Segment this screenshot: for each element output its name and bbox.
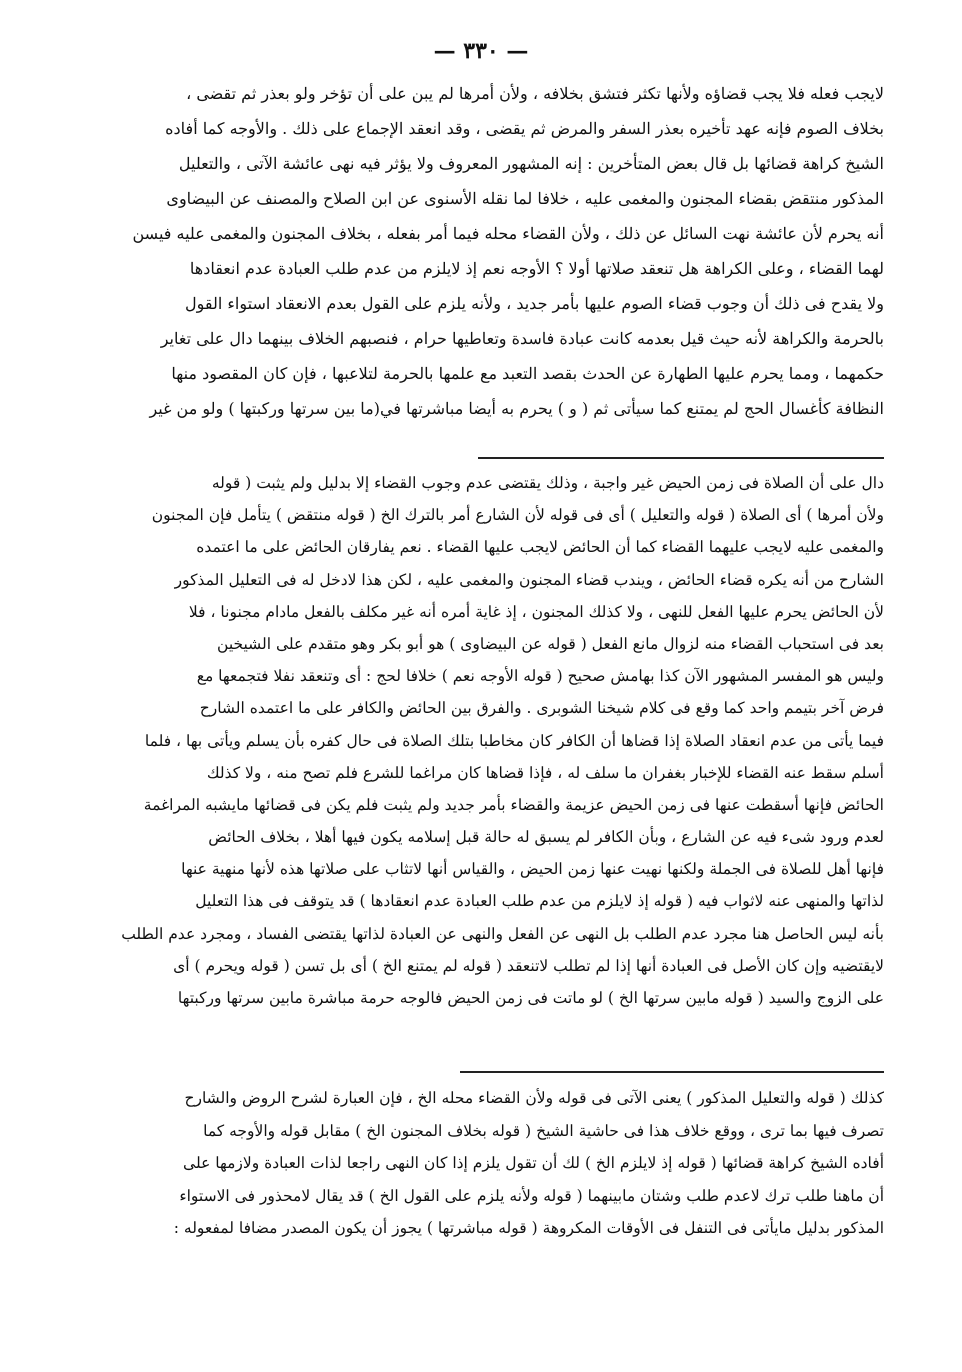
main-text-line: لايجب فعله فلا يجب قضاؤه ولأنها تكثر فتشق بخلافه ، ولأن أمرها لم يبن على أن تؤخر ولو بعذر ثم تقضى ، <box>186 84 884 103</box>
footnote-line: تصرف فيها بما ترى ، ووقع خلاف هذا فى حاشية الشيخ ( قوله بخلاف المجنون الخ ) مقابل قوله والأوجه كما <box>203 1121 884 1140</box>
footnote-divider <box>460 1071 884 1073</box>
footnote-line: الشارح من أنه يكره قضاء الحائض ، ويندب قضاء المجنون والمغمى عليه ، لكن هذا لادخل له فى التعليل المذكور <box>174 570 884 589</box>
footnote-line: وليس هو المفسر المشهور الآن كذا بهامش صحيح ( قوله الأوجه نعم ) خلافا لحج : أى وتنعقد نفلا فتجمعها مع <box>196 667 884 686</box>
main-text <box>78 76 884 426</box>
main-text-line: الشيخ كراهة قضائها بل قال بعض المتأخرين : إنه المشهور المعروف ولا يؤثر فيه نهى عائشة الآتى ، والتعليل <box>178 154 884 173</box>
main-text-line: أنه يحرم لأن عائشة نهت السائل عن ذلك ، ولأن القضاء محله فيما أمر بفعله ، بخلاف المجنون والمغمى عليه فيسن <box>132 224 884 243</box>
footnote-line: والمغمى عليه لايجب عليهما القضاء كما أن الحائض لايجب عليها القضاء . نعم يفارقان الحائض على ما اعتمده <box>196 538 884 557</box>
footnote-line: على الزوج والسيد ( قوله مابين سرتها الخ ) لو ماتت فى زمن الحيض فالوجه حرمة مباشرة مابين سرتها وركبتها <box>177 989 884 1007</box>
footnote-line: فيما يأتى من عدم انعقاد الصلاة إذا قضاها أن الكافر كان مخاطبا بتلك الصلاة فى حال كفره بأن يسلم ويأتى بها ، فلما <box>144 731 884 750</box>
footnote-line: أن ماهنا طلب ترك لاعدم طلب وشتان مابينهما ( قوله ولأنه يلزم على القول الخ ) قد يقال لامحذور فى الاستواء <box>179 1186 884 1205</box>
footnote-line: لذاتها والمنهى عنه لاثواب فيه ( قوله إذ لايلزم من عدم طلب العبادة عدم انعقادها ) قد يتوقف فى هذا التعليل <box>195 892 884 911</box>
main-text-line: ولا يقدح فى ذلك أن وجوب قضاء الصوم عليها بأمر جديد ، ولأنه يلزم على القول بعدم الانعقاد استواء القول <box>185 294 884 313</box>
footnote-line: بأنه ليس الحاصل هنا مجرد عدم الطلب بل النهى عن الفعل والنهى عن العبادة لذاتها يقتضى الفساد ، ومجرد عدم الطلب <box>121 924 884 943</box>
footnote-divider <box>478 457 884 459</box>
main-text-line: حكمهما ، ومما يحرم عليها الطهارة عن الحدث بقصد التعبد مع علمها بالحرمة لتلاعبها ، فإن كان المقصود منها <box>171 364 884 383</box>
footnote-line: لأن الحائض يحرم عليها الفعل للنهى ، ولا كذلك المجنون ، إذ غاية أمره أنه غير مكلف بالفعل مادام مجنونا ، فلا <box>188 602 884 621</box>
main-text-line: بخلاف الصوم فإنه عهد تأخيره بعذر السفر والمرض ثم يقضى ، وقد انعقد الإجماع على ذلك . والأوجه كما أفاده <box>165 119 884 138</box>
main-text-line: النظافة كأغسال الحج لم يمتنع كما سيأتى ثم ( و ) يحرم به أيضا مباشرتها في(ما بين سرتها وركبتها ) ولو من غير <box>149 399 884 418</box>
main-text-line: لهما القضاء ، وعلى الكراهة هل تنعقد صلاتها أولا ؟ الأوجه نعم إذ لايلزم من عدم طلب العبادة عدم انعقادها <box>189 259 884 278</box>
main-text-line: بالحرمة والكراهة لأنه حيث قيل بعدمه كانت عبادة فاسدة وتعاطيها حرام ، فنصبهم الخلاف بينهما دال على تغاير <box>160 329 884 348</box>
footnote-line: دال على أن الصلاة فى زمن الحيض غير واجبة ، وذلك يقتضى عدم وجوب القضاء إلا بدليل ولم يثبت ( قوله <box>211 474 884 492</box>
footnote-line: المذكور بدليل مايأتى فى التنفل فى الأوقات المكروهة ( قوله مباشرتها ) يجوز أن يكون المصدر مضافا لمفعوله : <box>173 1219 884 1238</box>
footnote-line: كذلك ( قوله والتعليل المذكور ) يعنى الآتى فى قوله ولأن القضاء محله الخ ، فإن العبارة لشرح الروض والشارح <box>184 1089 884 1107</box>
footnote-line: ولأن أمرها ) أى الصلاة ( قوله والتعليل ) أى فى قوله لأن الشارع أمر بالترك الخ ( قوله منتقض ) يتأمل فإن المجنون <box>151 506 884 525</box>
footnote-line: فإنها أهل للصلاة فى الجملة ولكنها نهيت عنها زمن الحيض ، والقياس أنها لاتثاب على صلاتها هذه لأنها منهية عنها <box>181 860 884 879</box>
footnote-line: أفاده الشيخ كراهة قضائها ( قوله إذ لايلزم الخ ) لك أن تقول يلزم إذا كان النهى راجعا لذات العبادة ولازمها على <box>183 1154 884 1173</box>
footnote-line: أسلم سقط عنه القضاء للإخبار بغفران ما سلف له ، فإذا قضاها كان مراغما للشرع فلم تصح منه ، ولا كذلك <box>206 763 884 782</box>
footnote-line: فرض آخر بتيمم واحد كما وقع فى كلام شيخنا الشوبرى . والفرق بين الحائض والكافر على ما اعتمده الشارح <box>199 699 884 718</box>
footnote-line: لعدم ورود شىء فيه عن الشارع ، وبأن الكافر لم يسبق له حالة قبل إسلامه يكون فيها أهلا ، بخلاف الحائض <box>208 828 884 847</box>
footnote-line: لايقتضيه وإن كان الأصل فى العبادة أنها إذا لم تطلب لاتنعقد ( قوله لم يمتنع الخ ) أى بل تسن ( قوله ويحرم ) أى <box>173 956 884 975</box>
footnote-line: الحائض فإنها أسقطت عنها فى زمن الحيض عزيمة والقضاء بأمر جديد ولم يثبت فلم يكن فى قضائها مايشبه المراغمة <box>143 795 884 814</box>
page-number: — ٣٣٠ — <box>433 38 529 64</box>
main-text-line: المذكور منتقض بقضاء المجنون والمغمى عليه ، خلافا لما نقله الأسنوى عن ابن الصلاح والمصنف عن البيضاوى <box>166 189 884 208</box>
footnote-commentary-one <box>78 467 884 1014</box>
footnote-commentary-two <box>78 1082 884 1245</box>
footnote-line: بعد فى استحباب القضاء منه لزوال مانع الفعل ( قوله عن البيضاوى ) هو أبو بكر وهو متقدم على الشيخين <box>217 634 884 653</box>
